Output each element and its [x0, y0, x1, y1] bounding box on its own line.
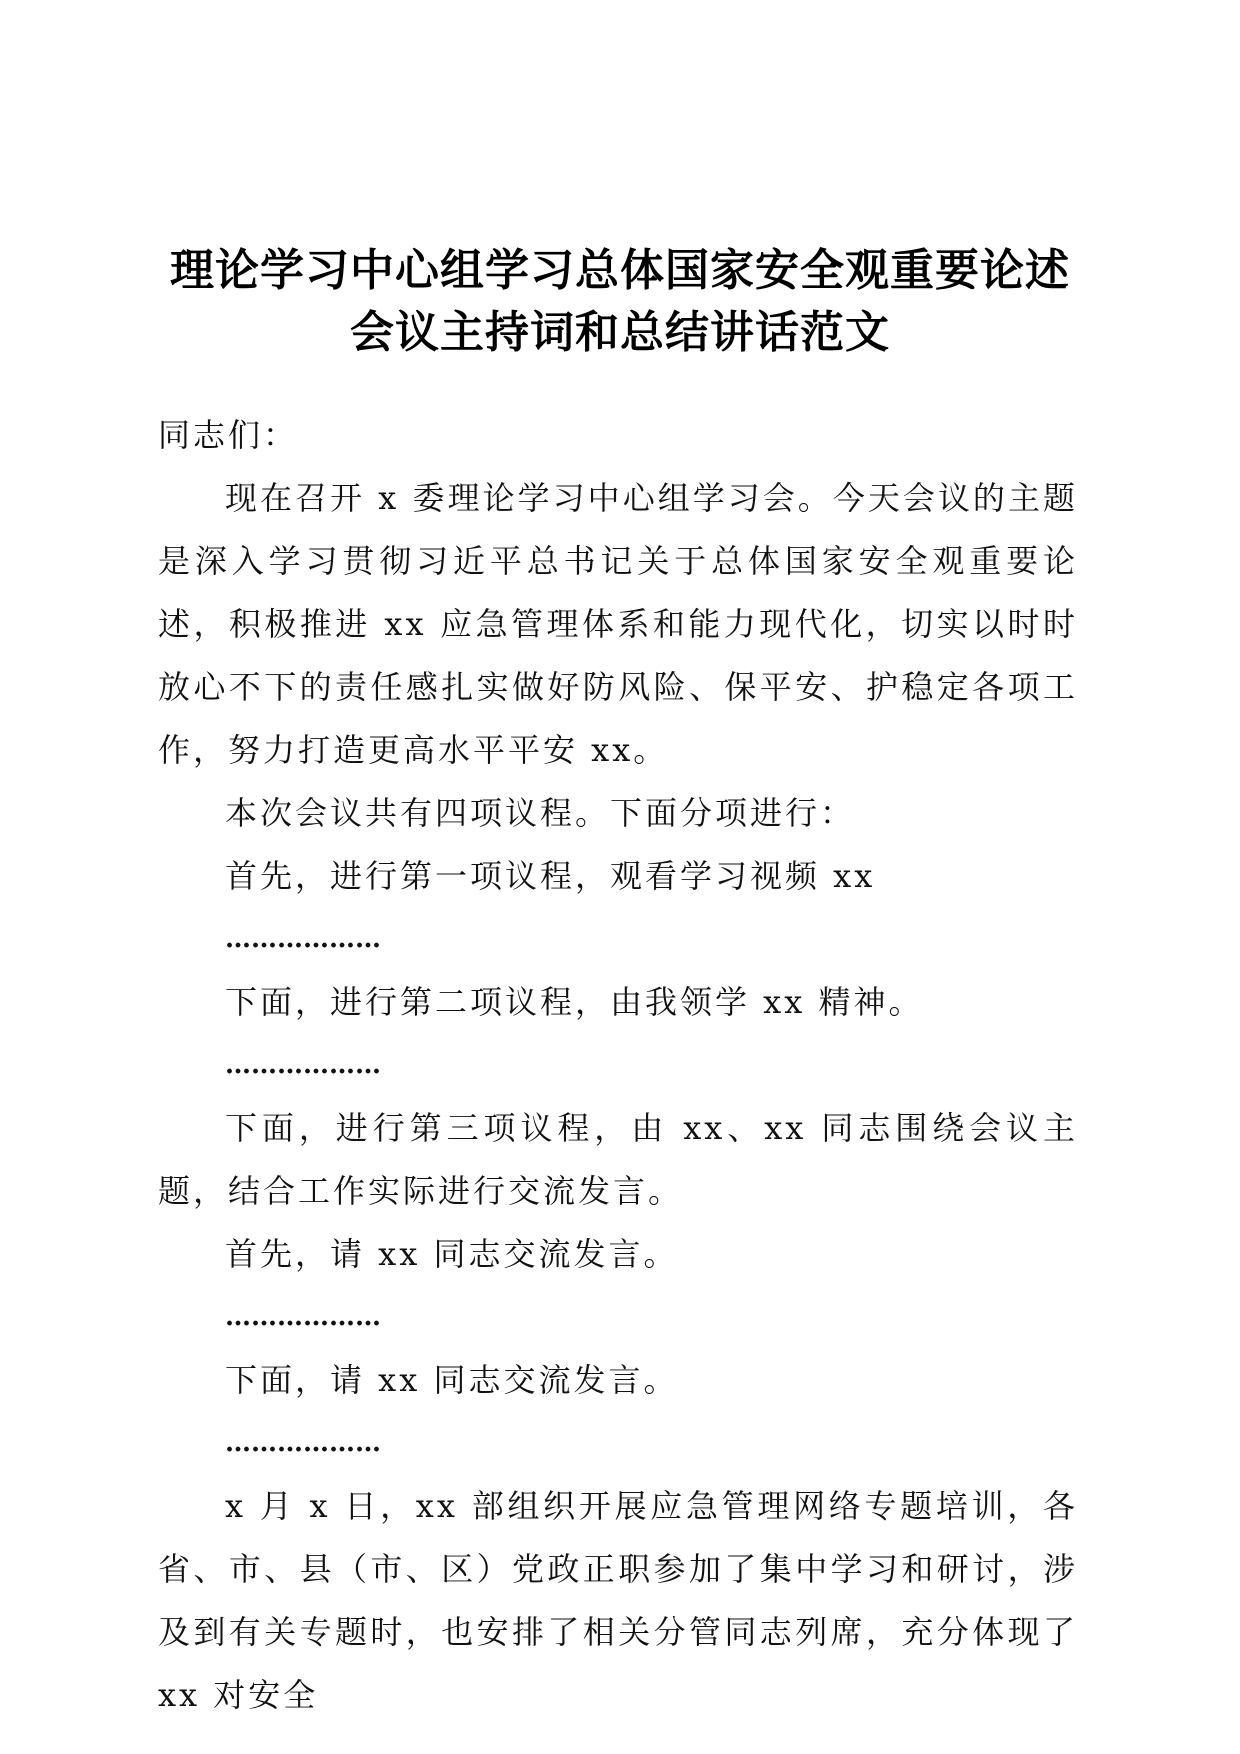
paragraph-agenda: 本次会议共有四项议程。下面分项进行： [225, 794, 856, 832]
paragraph-training: x 月 x 日，xx 部组织开展应急管理网络专题培训，各省、市、县（市、区）党政正职参加了集中学习和研讨，涉及到有关专题时，也安排了相关分管同志列席，充分体现了 xx 对安全 [158, 1487, 1078, 1714]
ellipsis-1: ……………… [225, 924, 381, 954]
paragraph-item-3: 下面，进行第三项议程，由 xx、xx 同志围绕会议主题，结合工作实际进行交流发言。 [158, 1109, 1078, 1210]
paragraph-speaker-2: 下面，请 xx 同志交流发言。 [225, 1361, 679, 1399]
title-line-1: 理论学习中心组学习总体国家安全观重要论述 [170, 245, 1070, 296]
paragraph-item-1: 首先，进行第一项议程，观看学习视频 xx [225, 857, 876, 895]
title-line-2: 会议主持词和总结讲话范文 [350, 307, 890, 358]
ellipsis-2: ……………… [225, 1050, 381, 1080]
document-body [158, 404, 1078, 1727]
paragraph-speaker-1: 首先，请 xx 同志交流发言。 [225, 1235, 679, 1273]
paragraph-intro: 现在召开 x 委理论学习中心组学习会。今天会议的主题是深入学习贯彻习近平总书记关于总体国家安全观重要论述，积极推进 xx 应急管理体系和能力现代化，切实以时时放心不下的责任感扎实做好防风险、保平安、护稳定各项工作，努力打造更高水平平安 xx。 [158, 479, 1078, 769]
ellipsis-3: ……………… [225, 1302, 381, 1332]
greeting: 同志们： [158, 416, 299, 454]
document-title [150, 240, 1090, 364]
ellipsis-4: ……………… [225, 1428, 381, 1458]
paragraph-item-2: 下面，进行第二项议程，由我领学 xx 精神。 [225, 983, 924, 1021]
